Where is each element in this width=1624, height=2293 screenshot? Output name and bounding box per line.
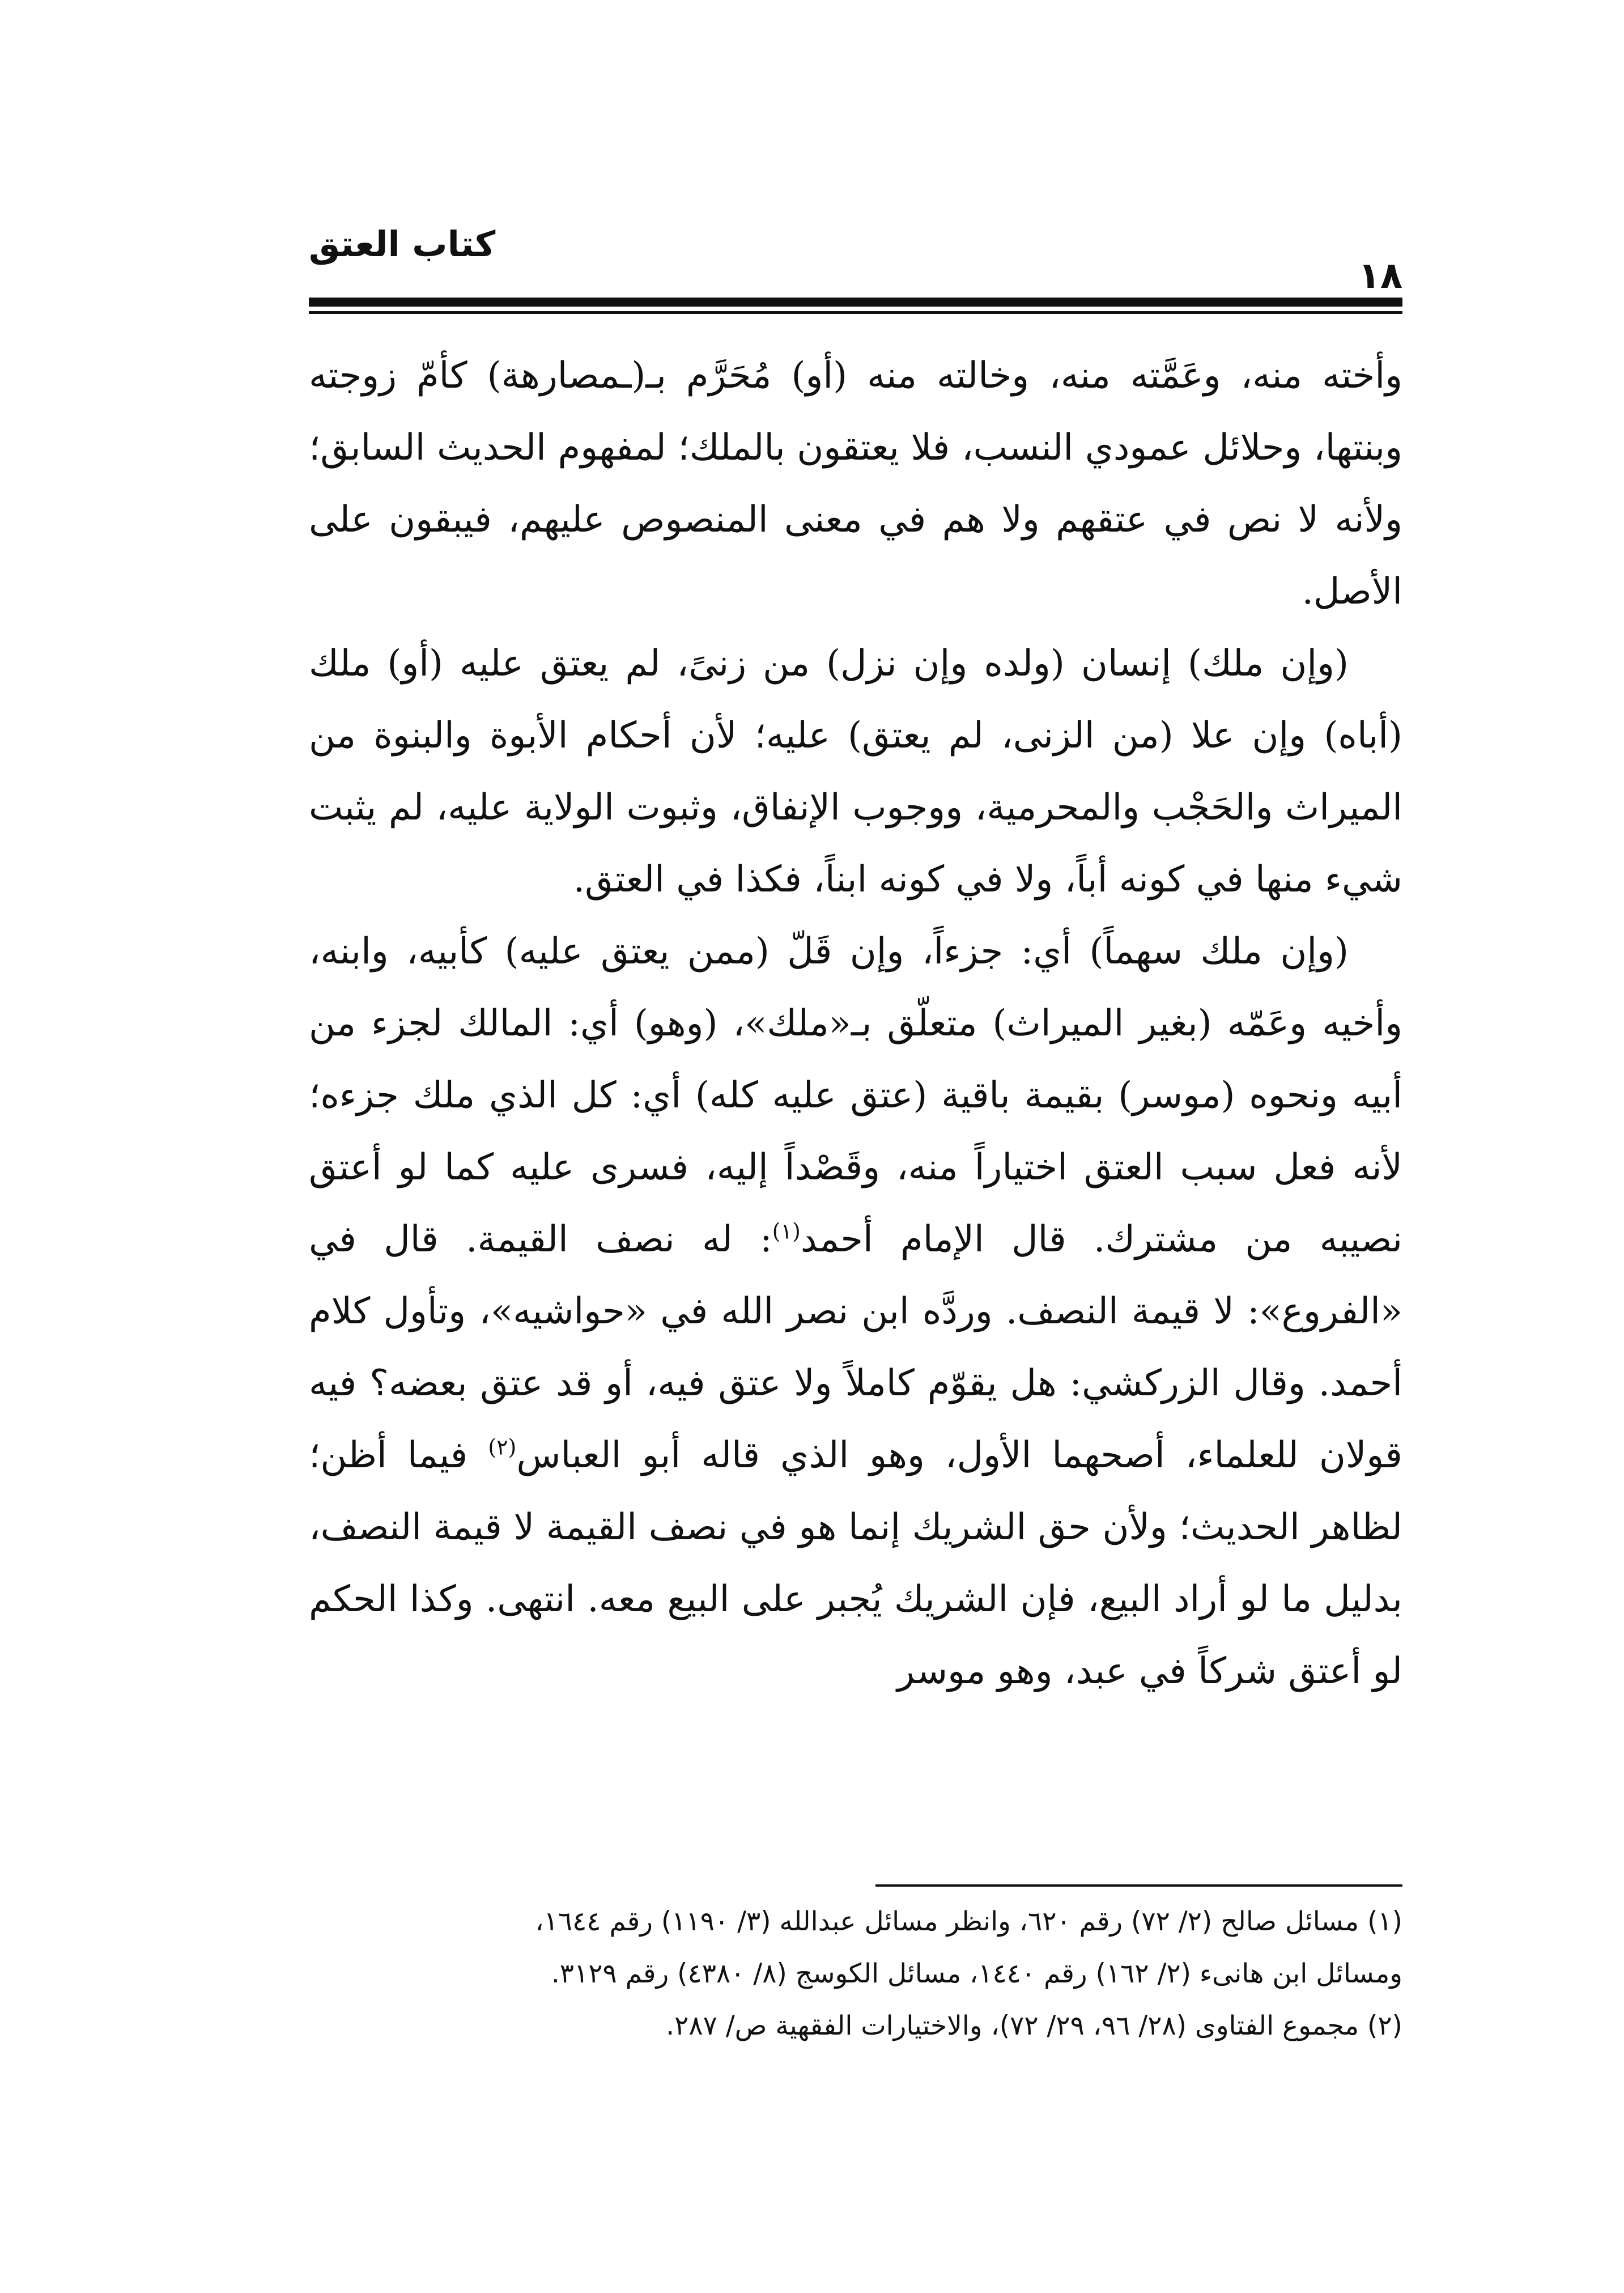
paragraph-3 [309, 916, 1402, 1708]
header-rule-thick [309, 298, 1402, 307]
footnote-1-line-2: ومسائل ابن هانىء (٢/ ١٦٢) رقم ١٤٤٠، مسائل الكوسج (٨/ ٤٣٨٠) رقم ٣١٢٩. [551, 1958, 1402, 1989]
header-rule-thin [309, 311, 1402, 314]
paragraph-3-part-1: (وإن ملك سهماً) أي: جزءاً، وإن قَلّ (ممن يعتق عليه) كأبيه، وابنه، وأخيه وعَمّه (بغير الميراث) متعلّق بـ«ملك»، (وهو) أي: المالك لجزء من أبيه ونحوه (موسر) بقيمة باقية (عتق عليه كله) أي: كل الذي ملك جزءه؛ لأنه فعل سبب العتق اختياراً منه، وقَصْداً إليه، فسرى عليه كما لو أعتق نصيبه من مشترك. قال الإمام أحمد [309, 931, 1403, 1260]
paragraph-3-part-3: فيما أظن؛ لظاهر الحديث؛ ولأن حق الشريك إنما هو في نصف القيمة لا قيمة النصف، بدليل ما لو أراد البيع، فإن الشريك يُجبر على البيع معه. انتهى. وكذا الحكم لو أعتق شركاً في عبد، وهو موسر [309, 1434, 1402, 1692]
footnote-ref-2: (٢) [488, 1434, 517, 1460]
paragraph-1: وأخته منه، وعَمَّته منه، وخالته منه (أو) مُحَرَّم بـ(ـمصارهة) كأمّ زوجته وبنتها، وحلائل عمودي النسب، فلا يعتقون بالملك؛ لمفهوم الحديث السابق؛ ولأنه لا نص في عتقهم ولا هم في معنى المنصوص عليهم، فيبقون على الأصل. [309, 355, 1402, 613]
footnote-ref-1: (١) [772, 1218, 801, 1244]
running-header [309, 223, 1402, 297]
page-number: ١٨ [1358, 255, 1402, 297]
paragraph-3-part-2: : له نصف القيمة. قال في «الفروع»: لا قيمة النصف. وردَّه ابن نصر الله في «حواشيه»، وتأول كلام أحمد. وقال الزركشي: هل يقوّم كاملاً ولا عتق فيه، أو قد عتق بعضه؟ فيه قولان للعلماء، أصحهما الأول، وهو الذي قاله أبو العباس [309, 1218, 1403, 1476]
footnote-separator [875, 1884, 1402, 1887]
book-title: كتاب العتق [309, 223, 496, 265]
footnotes [309, 1896, 1402, 2052]
main-text [309, 340, 1402, 1708]
footnote-2: (٢) مجموع الفتاوى (٢٨/ ٩٦، ٢٩/ ٧٢)، والاختيارات الفقهية ص/ ٢٨٧. [666, 2010, 1402, 2041]
paragraph-2: (وإن ملك) إنسان (ولده وإن نزل) من زنىً، لم يعتق عليه (أو) ملك (أباه) وإن علا (من الزنى، لم يعتق) عليه؛ لأن أحكام الأبوة والبنوة من الميراث والحَجْب والمحرمية، ووجوب الإنفاق، وثبوت الولاية عليه، لم يثبت شيء منها في كونه أباً، ولا في كونه ابناً، فكذا في العتق. [309, 643, 1402, 901]
footnote-1-line-1: (١) مسائل صالح (٢/ ٧٢) رقم ٦٢٠، وانظر مسائل عبدالله (٣/ ١١٩٠) رقم ١٦٤٤، [535, 1906, 1402, 1937]
